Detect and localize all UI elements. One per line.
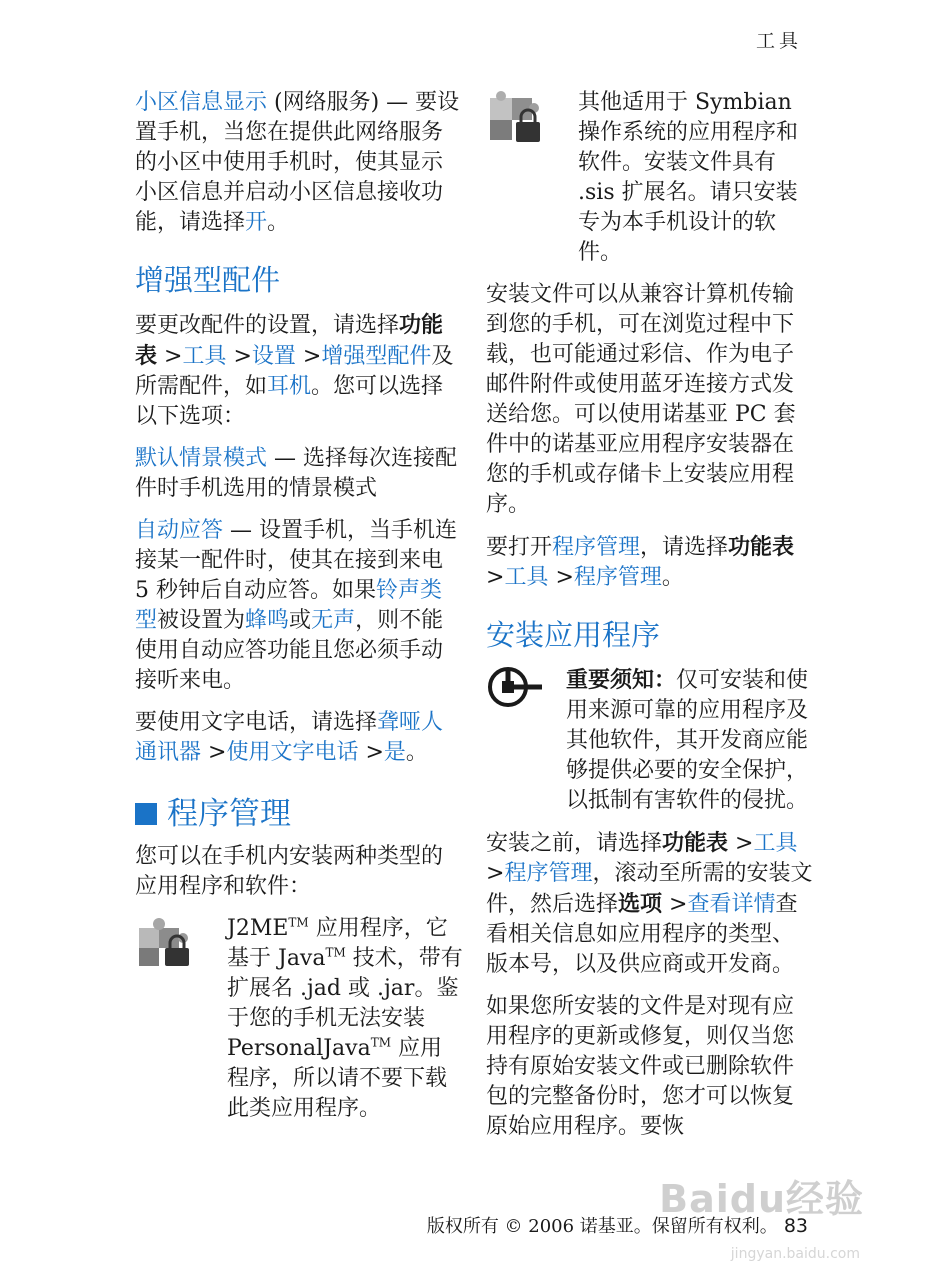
- tty-paragraph: [135, 708, 463, 768]
- separator: >: [201, 740, 227, 765]
- enhancement-heading: 增强型配件: [135, 263, 281, 297]
- symbian-puzzle-icon: [486, 88, 578, 150]
- text: 。: [405, 740, 428, 765]
- tools-label: 工具: [504, 565, 549, 590]
- symbian-item: [486, 88, 814, 268]
- text: ，请选择: [640, 535, 729, 560]
- menu-label: 功能表: [135, 312, 444, 369]
- separator: >: [728, 831, 754, 856]
- text: 技术，带有扩展名 .jad 或 .jar。鉴于您的手机无法安装 PersonalJava: [227, 946, 463, 1061]
- separator: >: [157, 344, 183, 369]
- java-puzzle-icon: [135, 914, 227, 974]
- cell-info-paragraph: [135, 88, 463, 238]
- install-sources-paragraph: 安装文件可以从兼容计算机传输到您的手机，可在浏览过程中下载，也可能通过彩信、作为电子邮件附件或使用蓝牙连接方式发送给您。可以使用诺基亚 PC 套件中的诺基亚应用程序安装器在您的手机或存储卡上安装应用程序。: [486, 282, 796, 517]
- notice-text: [566, 665, 814, 816]
- text: 要更改配件的设置，请选择: [135, 313, 400, 338]
- j2me-item: [135, 914, 463, 1124]
- text: 应用程序，它基于 Java: [227, 916, 448, 971]
- before-install-paragraph: [486, 828, 814, 980]
- app-manager-intro: 您可以在手机内安装两种类型的应用程序和软件：: [135, 844, 444, 899]
- settings-label: 设置: [251, 344, 296, 369]
- trademark: TM: [325, 945, 346, 960]
- text: 要使用文字电话，请选择: [135, 710, 378, 735]
- text: — 选择每次连接配件时手机选用的情景模式: [135, 446, 458, 501]
- symbian-description: 其他适用于 Symbian 操作系统的应用程序和软件。安装文件具有 .sis 扩展名。请只安装专为本手机设计的软件。: [578, 90, 799, 265]
- text: 仅可安装和使用来源可靠的应用程序及其他软件，其开发商应能够提供必要的安全保护，以抵制有害软件的侵扰。: [566, 668, 809, 813]
- right-column: [486, 88, 814, 1154]
- menu-label: 功能表: [662, 830, 729, 856]
- use-tty-label: 使用文字电话: [226, 740, 359, 765]
- beep-label: 蜂鸣: [245, 608, 290, 633]
- j2me-description: [227, 914, 463, 1124]
- separator: >: [358, 740, 384, 765]
- app-manager-title: 程序管理: [167, 796, 291, 832]
- text: 及所需配件，如: [135, 344, 454, 399]
- auto-answer-term: 自动应答: [135, 518, 224, 543]
- separator: >: [548, 565, 574, 590]
- cell-info-term: 小区信息显示: [135, 90, 268, 115]
- notice-label: 重要须知：: [566, 667, 677, 693]
- app-manager-label: 程序管理: [504, 861, 593, 886]
- text: — 设置手机，当手机连接某一配件时，使其在接到来电 5 秒钟后自动应答。如果: [135, 518, 458, 603]
- options-label: 选项: [618, 891, 663, 917]
- square-bullet-icon: [135, 803, 157, 825]
- tty-label: 聋哑人通讯器: [135, 710, 444, 765]
- text: 查看相关信息如应用程序的类型、版本号，以及供应商或开发商。: [486, 892, 798, 977]
- app-manager-label: 程序管理: [552, 535, 641, 560]
- text: 被设置为: [157, 608, 246, 633]
- separator: >: [226, 344, 252, 369]
- copyright-text: 版权所有 © 2006 诺基亚。保留所有权利。: [426, 1216, 778, 1237]
- cell-info-text: (网络服务) — 要设置手机，当您在提供此网络服务的小区中使用手机时，使其显示小区信息并启动小区信息接收功能，请选择: [135, 90, 460, 235]
- page-footer: [427, 1212, 808, 1238]
- separator: >: [486, 861, 505, 886]
- auto-answer-paragraph: [135, 516, 463, 696]
- app-manager-label: 程序管理: [573, 565, 662, 590]
- restore-paragraph: 如果您所安装的文件是对现有应用程序的更新或修复，则仅当您持有原始安装文件或已删除软件包的完整备份时，您才可以恢复原始应用程序。要恢: [486, 994, 795, 1139]
- left-column: [135, 88, 463, 1136]
- silent-label: 无声: [311, 608, 356, 633]
- text: 应用程序，所以请不要下载此类应用程序。: [227, 1036, 448, 1121]
- text: 要打开: [486, 535, 553, 560]
- page-number: 83: [783, 1215, 808, 1237]
- separator: >: [662, 892, 688, 917]
- cell-info-end: 。: [267, 210, 290, 235]
- text: ，则不能使用自动应答功能且您必须手动接听来电。: [135, 608, 444, 693]
- trademark: TM: [370, 1035, 391, 1050]
- tools-label: 工具: [753, 831, 798, 856]
- menu-label: 功能表: [728, 534, 795, 560]
- default-profile-term: 默认情景模式: [135, 446, 268, 471]
- watermark-logo: Baidu经验: [659, 1177, 864, 1221]
- important-notice: [486, 665, 814, 816]
- section-header: 工具: [755, 30, 802, 52]
- text: 或: [289, 608, 312, 633]
- watermark-url: jingyan.baidu.com: [730, 1246, 860, 1262]
- tools-label: 工具: [182, 344, 227, 369]
- text: 安装之前，请选择: [486, 831, 663, 856]
- enhancement-paragraph-1: [135, 310, 463, 432]
- trademark: TM: [288, 915, 309, 930]
- separator: >: [295, 344, 322, 369]
- text: 。您可以选择以下选项：: [135, 374, 444, 429]
- headset-label: 耳机: [267, 374, 312, 399]
- view-details-label: 查看详情: [687, 892, 776, 917]
- app-manager-heading: [135, 794, 463, 834]
- install-heading: 安装应用程序: [486, 618, 661, 652]
- yes-label: 是: [383, 740, 406, 765]
- option-on: 开: [245, 210, 268, 235]
- text: 。: [661, 565, 684, 590]
- default-profile-paragraph: [135, 444, 463, 504]
- text: ，滚动至所需的安装文件，然后选择: [486, 861, 813, 917]
- separator: >: [486, 565, 505, 590]
- enhancement-label: 增强型配件: [321, 344, 432, 369]
- notice-hand-icon: [486, 665, 566, 713]
- ringing-type-label: 铃声类型: [135, 578, 443, 633]
- text: J2ME: [227, 916, 289, 941]
- open-app-manager-paragraph: [486, 532, 814, 593]
